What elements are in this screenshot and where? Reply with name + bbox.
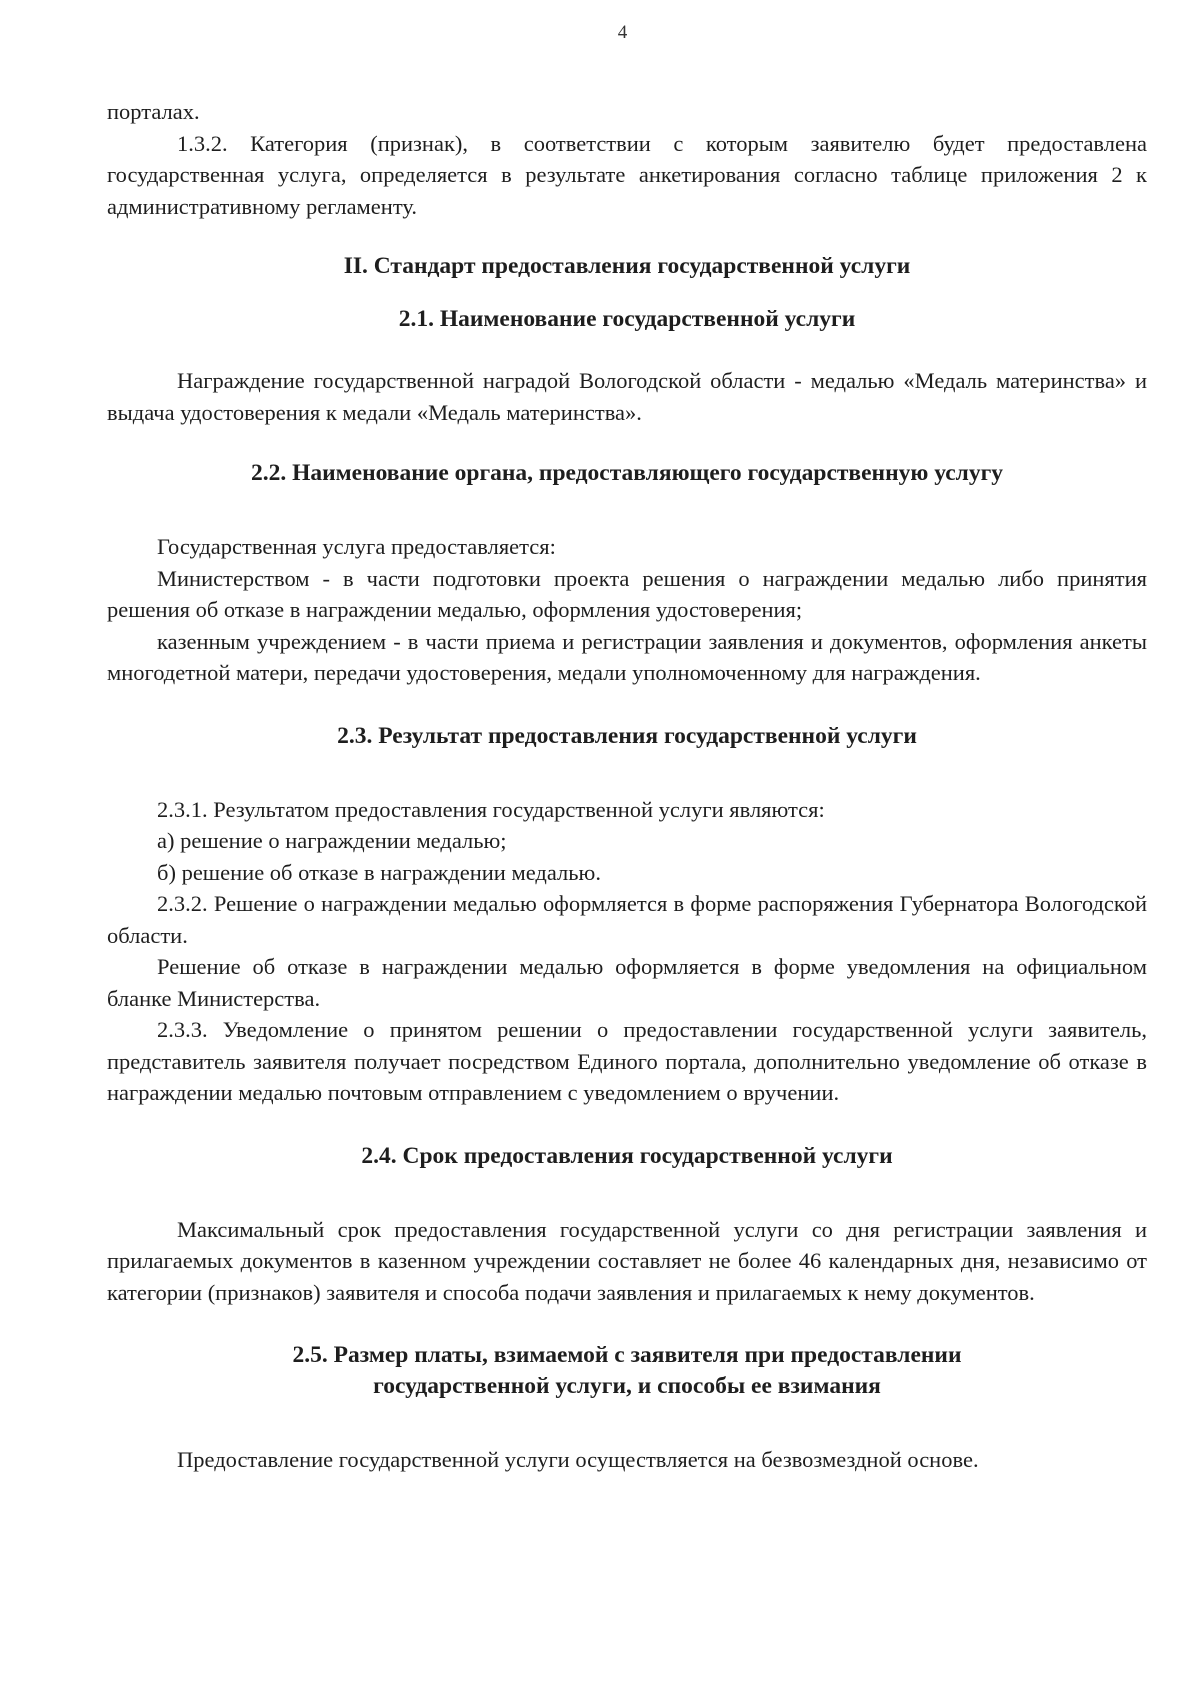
section-2-3-p2: а) решение о награждении медалью;	[157, 828, 507, 853]
section-2-3-p4: 2.3.2. Решение о награждении медалью оформляется в форме распоряжения Губернатора Вологодской области.	[107, 891, 1147, 948]
section-2-1-heading: 2.1. Наименование государственной услуги	[398, 306, 856, 332]
section-2-2-p2: Министерством - в части подготовки проекта решения о награждении медалью либо принятия решения об отказе в награждении медалью, оформления удостоверения;	[107, 565, 1147, 622]
document-body	[107, 96, 1147, 1476]
section-2-3-p1: 2.3.1. Результатом предоставления государственной услуги являются:	[157, 796, 825, 822]
section-2-2-p3: казенным учреждением - в части приема и регистрации заявления и документов, оформления анкеты многодетной матери, передачи удостоверения, медали уполномоченному для награждения.	[107, 628, 1147, 685]
section-2-4-heading: 2.4. Срок предоставления государственной услуги	[361, 1142, 893, 1169]
section-2-3-p5: Решение об отказе в награждении медалью оформляется в форме уведомления на официальном бланке Министерства.	[107, 954, 1147, 1011]
section-2-3-heading: 2.3. Результат предоставления государственной услуги	[337, 722, 917, 749]
section-2-5-heading-line1: 2.5. Размер платы, взимаемой с заявителя при предоставлении	[292, 1342, 962, 1368]
section-2-2-heading: 2.2. Наименование органа, предоставляющего государственную услугу	[250, 460, 1004, 486]
section-2-3-p6: 2.3.3. Уведомление о принятом решении о предоставлении государственной услуги заявитель, представитель заявителя получает посредством Единого портала, дополнительно уведомление об отказе в награждении медалью почтовым отправлением с уведомлением о вручении.	[107, 1017, 1147, 1105]
section-2-2-p1: Государственная услуга предоставляется:	[157, 534, 556, 559]
section-2-4-text: Максимальный срок предоставления государственной услуги со дня регистрации заявления и прилагаемых документов в казенном учреждении составляет не более 46 календарных дня, независимо от категории (признаков) заявителя и способа подачи заявления и прилагаемых к нему документов.	[107, 1216, 1147, 1305]
section-2-heading: II. Стандарт предоставления государственной услуги	[343, 253, 911, 279]
section-2-3-p3: б) решение об отказе в награждении медалью.	[157, 859, 601, 885]
section-2-5-text: Предоставление государственной услуги осуществляется на безвозмездной основе.	[177, 1447, 979, 1472]
page-number: 4	[617, 22, 628, 43]
section-2-5-heading-line2: государственной услуги, и способы ее взимания	[373, 1373, 881, 1399]
paragraph-1-3-2: 1.3.2. Категория (признак), в соответствии с которым заявителю будет предоставлена государственная услуга, определяется в результате анкетирования согласно таблице приложения 2 к административному регламенту.	[107, 130, 1147, 219]
section-2-1-text: Награждение государственной наградой Вологодской области - медалью «Медаль материнства» и выдача удостоверения к медали «Медаль материнства».	[107, 368, 1147, 425]
continued-text: порталах.	[107, 99, 200, 124]
